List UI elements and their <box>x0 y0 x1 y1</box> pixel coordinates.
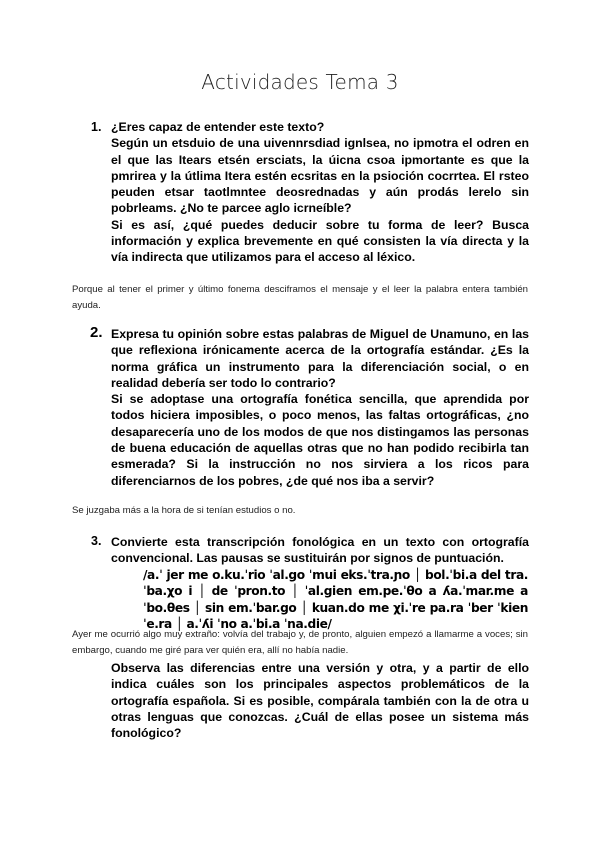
question-3-followup-text: Observa las diferencias entre una versión y otra, y a partir de ello indica cuáles son los principales aspectos problemáticos de la ortografía española. Si es posible, compárala también con la de otra u otras lenguas que conozcas. ¿Cuál de ellas posee un sistema más fonológico? <box>111 661 529 741</box>
question-2-prompt: Expresa tu opinión sobre estas palabras de Miguel de Unamuno, en las que reflexiona irónicamente acerca de la ortografía estándar. ¿Es la norma gráfica un instrumento para la diferenciación social, o en realidad debería ser todo lo contrario? <box>111 327 529 390</box>
question-3-prompt: Convierte esta transcripción fonológica en un texto con ortografía convencional. Las pausas se sustituirán por signos de puntuación. <box>111 535 529 566</box>
question-3-followup <box>111 660 529 741</box>
question-1-prompt: Si es así, ¿qué puedes deducir sobre tu forma de leer? Busca información y explica brevemente en qué consisten la vía directa y la vía indirecta que utilizamos para el acceso al léxico. <box>111 217 529 265</box>
question-3-number: 3. <box>91 534 102 548</box>
phonetic-text: /a.ˈ jer me o.ku.ˈrio ˈal.go ˈmui eks.ˈtra.ɲo │ bol.ˈbi.a del tra.ˈba.χo i │ de ˈpron.to │ ˈal.gien em.pe.ˈθo a ʎa.ˈmar.me a ˈbo.θes │ sin em.ˈbar.go │ kuan.do me χi.ˈre pa.ra ˈber ˈkien ˈe.ra │ a.ˈʎi ˈno a.ˈbi.a ˈna.die/ <box>143 568 528 631</box>
answer-1-text: Porque al tener el primer y último fonema desciframos el mensaje y el leer la palabra entera también ayuda. <box>72 284 528 311</box>
question-1-heading: ¿Eres capaz de entender este texto? <box>111 120 325 134</box>
question-2 <box>111 326 529 489</box>
page-title: Actividades Tema 3 <box>201 70 399 94</box>
question-2-quote: Si se adoptase una ortografía fonética sencilla, que aprendida por todos hiciera imposibles, o poco menos, las faltas ortográficas, ¿no desaparecería uno de los modos de que nos distingamos las personas de buena educación de aquellas otras que no han podido recibirla tan esmerada? Si la instrucción no nos sirviera a los ricos para diferenciarnos de los pobres, ¿de qué nos iba a servir? <box>111 392 529 488</box>
answer-3 <box>72 627 528 659</box>
phonetic-transcription <box>143 567 528 632</box>
question-1-number: 1. <box>91 120 102 134</box>
answer-3-text: Ayer me ocurrió algo muy extraño: volvía del trabajo y, de pronto, alguien empezó a llamarme a voces; sin embargo, cuando me giré para ver quién era, allí no había nadie. <box>72 629 528 656</box>
question-1 <box>111 119 529 266</box>
question-3 <box>111 534 529 567</box>
answer-1 <box>72 282 528 314</box>
question-2-number: 2. <box>90 324 103 341</box>
answer-2 <box>72 503 528 519</box>
answer-2-text: Se juzgaba más a la hora de si tenían estudios o no. <box>72 505 296 516</box>
question-1-scrambled-text: Según un etsduio de una uivennrsdiad ignlsea, no ipmotra el odren en el que las Itears etsén ersciats, la úicna csoa ipmortante es que la pmrirea y la útlima Itera estén ecsritas en la psioción cocrrtea. El rsteo peuden etsar taotlmntee deosrednadas y aún prodás lerelo sin pobrleams. ¿No te parcee aglo icrneíble? <box>111 136 529 216</box>
